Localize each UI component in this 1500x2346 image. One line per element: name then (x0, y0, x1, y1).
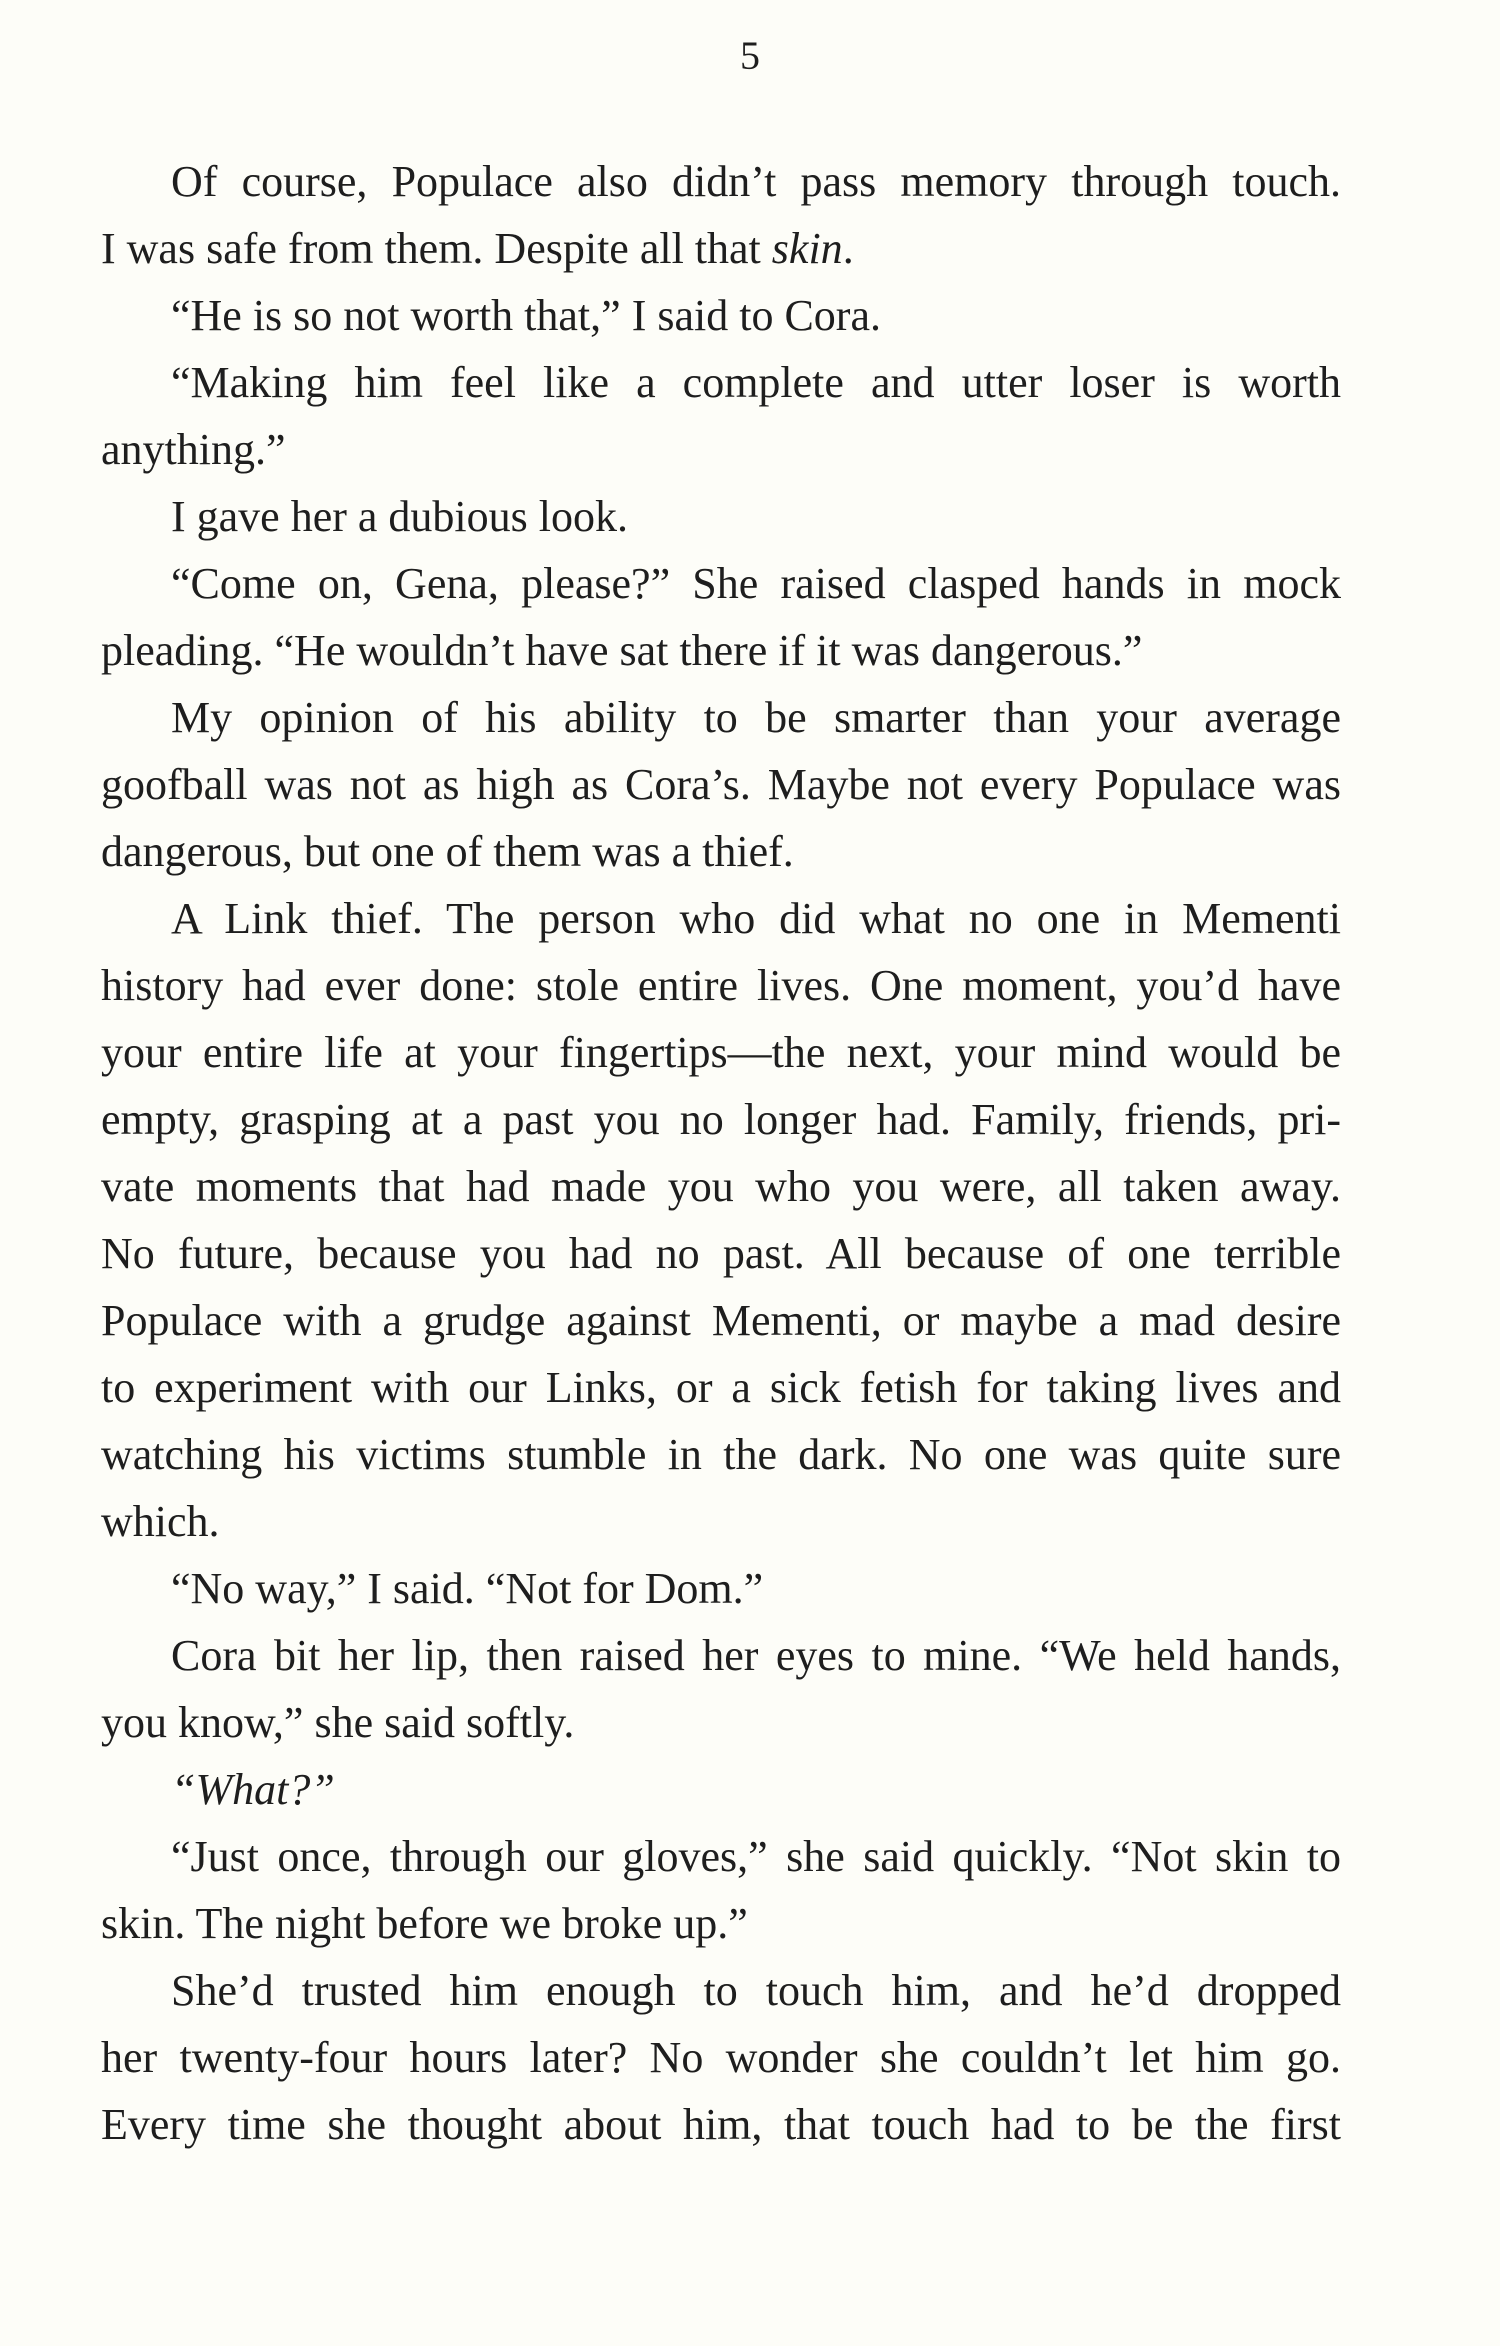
text-span: I was safe from them. Despite all that (101, 224, 772, 273)
text-line: goofball was not as high as Cora’s. Maybe not every Populace was (101, 760, 1341, 809)
italic-text: “What?” (171, 1765, 335, 1814)
text-line: skin. The night before we broke up.” (101, 1899, 748, 1948)
text-line: which. (101, 1497, 220, 1546)
body-text (101, 148, 1341, 2158)
text-line: No future, because you had no past. All because of one terrible (101, 1229, 1341, 1278)
text-line: She’d trusted him enough to touch him, and he’d dropped (171, 1966, 1341, 2015)
text-line: “No way,” I said. “Not for Dom.” (171, 1564, 764, 1613)
text-line: Populace with a grudge against Mementi, or maybe a mad desire (101, 1296, 1341, 1345)
text-line: “Just once, through our gloves,” she said quickly. “Not skin to (171, 1832, 1341, 1881)
text-line: My opinion of his ability to be smarter than your average (171, 693, 1341, 742)
text-line: A Link thief. The person who did what no one in Mementi (171, 894, 1341, 943)
text-line: I gave her a dubious look. (171, 492, 628, 541)
text-line: you know,” she said softly. (101, 1698, 575, 1747)
text-line: Cora bit her lip, then raised her eyes to mine. “We held hands, (171, 1631, 1341, 1680)
text-line: vate moments that had made you who you were, all taken away. (101, 1162, 1341, 1211)
text-span: . (842, 224, 854, 273)
text-line: “He is so not worth that,” I said to Cora. (171, 291, 881, 340)
italic-text: skin (771, 224, 843, 273)
text-line (101, 1756, 1341, 1823)
text-line: “Come on, Gena, please?” She raised clasped hands in mock (171, 559, 1341, 608)
text-line: dangerous, but one of them was a thief. (101, 827, 794, 876)
text-line: your entire life at your fingertips—the next, your mind would be (101, 1028, 1341, 1077)
text-line: watching his victims stumble in the dark. No one was quite sure (101, 1430, 1341, 1479)
text-line: anything.” (101, 425, 286, 474)
text-line (101, 215, 1341, 282)
text-line: her twenty-four hours later? No wonder she couldn’t let him go. (101, 2033, 1341, 2082)
text-line: history had ever done: stole entire lives. One moment, you’d have (101, 961, 1341, 1010)
text-line: Of course, Populace also didn’t pass memory through touch. (171, 157, 1341, 206)
text-line: “Making him feel like a complete and utter loser is worth (171, 358, 1341, 407)
page-number: 5 (740, 33, 760, 78)
text-line: Every time she thought about him, that touch had to be the first (101, 2100, 1341, 2149)
text-line: to experiment with our Links, or a sick fetish for taking lives and (101, 1363, 1341, 1412)
text-line: pleading. “He wouldn’t have sat there if it was dangerous.” (101, 626, 1143, 675)
text-line: empty, grasping at a past you no longer had. Family, friends, pri- (101, 1095, 1341, 1144)
